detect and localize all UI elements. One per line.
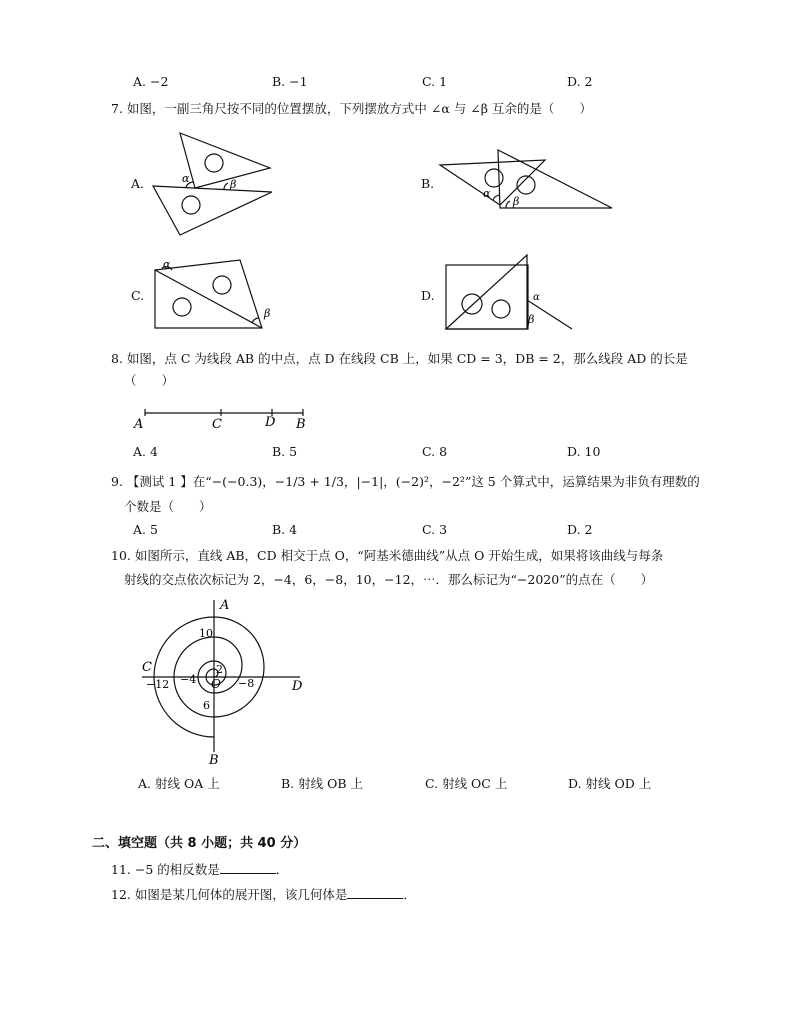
section-2-title: 二、填空题（共 8 小题；共 40 分） [92, 836, 307, 851]
q8-stem-line2: （ ） [124, 373, 175, 388]
q6-option-a: A. −2 [133, 74, 169, 89]
q11 [111, 862, 288, 878]
q7a-beta: β [230, 178, 237, 191]
q10-mark-neg8: −8 [238, 677, 255, 690]
q11-text: 11. −5 的相反数是 [111, 862, 220, 877]
q10-label-c: C [142, 660, 152, 675]
q8-option-a: A. 4 [133, 444, 158, 459]
q7-label-a: A. [131, 176, 145, 191]
q12-end: ． [403, 887, 416, 902]
q9-option-c: C. 3 [422, 522, 448, 537]
q10-mark-2: 2 [216, 663, 223, 676]
q10-label-a: A [220, 598, 230, 613]
q7-label-c: C. [131, 288, 145, 303]
q11-end: ． [275, 862, 289, 877]
q6-option-d: D. 2 [567, 74, 593, 89]
q8-stem-line1: 8. 如图，点 C 为线段 AB 的中点，点 D 在线段 CB 上，如果 CD = 3，DB = 2，那么线段 AD 的长是 [111, 351, 688, 366]
q12-answer-blank[interactable] [347, 887, 403, 899]
q8-point-c: C [212, 417, 222, 432]
q10-stem-line2: 射线的交点依次标记为 2，−4，6，−8，10，−12，⋯．那么标记为“−2020”的点在（ ） [124, 572, 654, 587]
q10-mark-10: 10 [199, 627, 213, 640]
q10-mark-neg12: −12 [146, 678, 170, 691]
q9-stem-line2: 个数是（ ） [124, 499, 212, 514]
q7-label-b: B. [421, 176, 435, 191]
q10-option-c: C. 射线 OC 上 [425, 776, 508, 791]
q10-label-o: O [211, 677, 221, 691]
q7-stem: 7. 如图，一副三角尺按不同的位置摆放，下列摆放方式中 ∠α 与 ∠β 互余的是（ ） [111, 101, 592, 116]
q9-prefix: 9. 【测试 1 】在“ [111, 474, 212, 489]
q8-point-b: B [296, 417, 306, 432]
q7-label-d: D. [421, 288, 435, 303]
q10-option-a: A. 射线 OA 上 [138, 776, 220, 791]
q11-answer-blank[interactable] [220, 862, 276, 874]
q8-point-a: A [134, 417, 144, 432]
q10-mark-6: 6 [203, 699, 210, 712]
q10-option-d: D. 射线 OD 上 [568, 776, 652, 791]
q7a-alpha: α [182, 172, 190, 185]
q9-option-b: B. 4 [272, 522, 298, 537]
q10-stem-line1: 10. 如图所示，直线 AB，CD 相交于点 O，“阿基米德曲线”从点 O 开始生成，如果将该曲线与每条 [111, 548, 664, 563]
q9-expr-3: |−1|， [356, 474, 396, 489]
q8-option-c: C. 8 [422, 444, 448, 459]
q8-point-d: D [265, 415, 276, 430]
q9-option-d: D. 2 [567, 522, 593, 537]
q7d-beta: β [528, 313, 535, 326]
q9-expr-2: −1/3 + 1/3， [274, 474, 357, 489]
q10-option-b: B. 射线 OB 上 [281, 776, 364, 791]
q8-option-d: D. 10 [567, 444, 601, 459]
q9-expr-4: (−2)²， [395, 474, 442, 489]
q8-option-b: B. 5 [272, 444, 298, 459]
q7b-beta: β [513, 195, 520, 208]
q12 [111, 887, 416, 903]
q10-label-b: B [209, 753, 219, 768]
q12-text: 12. 如图是某几何体的展开图，该几何体是 [111, 887, 348, 902]
q6-option-c: C. 1 [422, 74, 448, 89]
q9-expr-5: −2² [441, 474, 465, 489]
q9-expr-1: −(−0.3)， [211, 474, 275, 489]
q7d-alpha: α [533, 292, 540, 303]
q6-option-b: B. −1 [272, 74, 308, 89]
q9-suffix: ”这 5 个算式中，运算结果为非负有理数的 [464, 474, 700, 489]
q10-label-d: D [292, 679, 303, 694]
q7c-beta: β [264, 307, 271, 320]
q10-mark-neg4: −4 [180, 673, 197, 686]
q7b-alpha: α [483, 187, 491, 200]
q7c-alpha: α [163, 258, 171, 271]
q9-option-a: A. 5 [133, 522, 158, 537]
